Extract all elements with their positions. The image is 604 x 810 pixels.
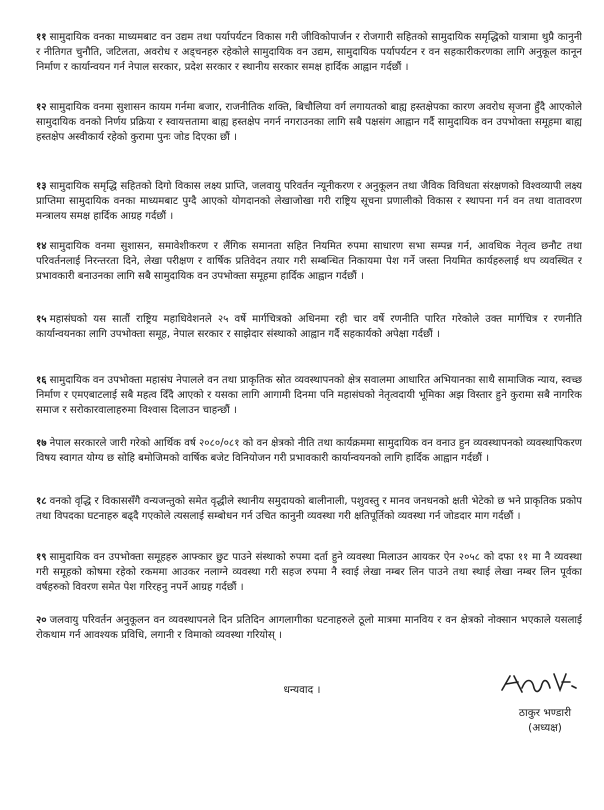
paragraph-number: १५ [36,314,47,325]
signer-block [510,706,580,736]
paragraph-number: १८ [36,496,47,507]
paragraph-19 [36,550,582,595]
handwritten-signature [496,668,582,702]
paragraph-number: १४ [36,241,47,252]
paragraph-number: २० [36,615,47,626]
signer-title: (अध्यक्ष) [528,722,562,734]
paragraph-number: १९ [36,552,47,563]
paragraph-13 [36,179,582,224]
signer-name: ठाकुर भण्डारी [518,707,572,719]
closing-thanks: धन्यवाद । [283,684,321,696]
paragraph-text: वनको वृद्धि र विकाससँगै वन्यजन्तुको समेत वृद्धीले स्थानीय समुदायको बालीनाली, पशुवस्तु र मानव जनधनको क्षती भेटेको छ भने प्राकृतिक प्रकोप तथा विपदका घटनाहरु बढ्दै गएकोले त्यसलाई सम्बोधन गर्न उचित कानुनी व्यवस्था गरी क्षतिपूर्तिको व्यवस्था गर्न जोडदार माग गर्दछौं । [36,496,582,522]
paragraph-17 [36,436,582,466]
paragraph-number: १२ [36,102,47,113]
paragraph-number: १६ [36,375,47,386]
paragraph-text: सामुदायिक वनका माध्यमबाट वन उद्यम तथा पर्यापर्यटन विकास गरी जीविकोपार्जन र रोजगारी सहितको सामुदायिक समृद्धिको यात्रामा थुप्रै कानुनी र नीतिगत चुनौति, जटिलता, अवरोध र अड्चनहरु रहेकोले सामुदायिक वन उद्यम, सामुदायिक पर्यापर्यटन र वन सहकारीकरणका लागि अनुकूल कानून निर्माण र कार्यान्वयन गर्न नेपाल सरकार, प्रदेश सरकार र स्थानीय सरकार समक्ष हार्दिक आह्वान गर्दछौं । [36,32,582,73]
paragraph-text: नेपाल सरकारले जारी गरेको आर्थिक वर्ष २०८०/०८१ को वन क्षेत्रको नीति तथा कार्यक्रममा सामुदायिक वन वनाउ हुन व्यवस्थापनको व्यवस्थापिकरण विषय स्वागत योग्य छ सोहि बमोजिमको वार्षिक बजेट विनियोजन गरी प्रभावकारी कार्यान्वयनको लागि हार्दिक आह्वान गर्दछौं । [36,438,582,464]
paragraph-number: १७ [36,438,47,449]
paragraph-16 [36,373,582,418]
paragraph-14 [36,239,582,284]
paragraph-text: सामुदायिक वनमा सुशासन कायम गर्नमा बजार, राजनीतिक शक्ति, बिचौलिया वर्ग लगायतको बाह्य हस्तक्षेपका कारण अवरोध सृजना हुँदै आएकोले सामुदायिक वनको निर्णय प्रक्रिया र स्वायत्ततामा बाह्य हस्तक्षेप नगर्न नगराउनका लागि सबै पक्षसंग आह्वान गर्दै सामुदायिक वन उपभोक्ता समूहमा बाह्य हस्तक्षेप अस्वीकार्य रहेको कुरामा पुनः जोड दिएका छौं । [36,102,582,143]
paragraph-text: सामुदायिक वनमा सुशासन, समावेशीकरण र लैंगिक समानता सहित नियमित रुपमा साधारण सभा सम्पन्न गर्न, आवधिक नेतृत्व छनौट तथा परिवर्तनलाई निरन्तरता दिने, लेखा परीक्षण र वार्षिक प्रतिवेदन तयार गरी सम्बन्धित निकायमा पेश गर्ने जस्ता नियमित कार्यहरुलाई थप व्यवस्थित र प्रभावकारी बनाउनका लागि सबै सामुदायिक वन उपभोक्ता समूहमा हार्दिक आह्वान गर्दछौं । [36,241,582,282]
paragraph-number: १३ [36,181,47,192]
paragraph-11 [36,30,582,75]
paragraph-15 [36,312,582,342]
paragraph-text: सामुदायिक समृद्धि सहितको दिगो विकास लक्ष्य प्राप्ति, जलवायु परिवर्तन न्यूनीकरण र अनुकूलन तथा जैविक विविधता संरक्षणको विश्वव्यापी लक्ष्य प्राप्तिमा सामुदायिक वनका माध्यमबाट पुग्दै आएको योगदानको लेखाजोखा गरी राष्ट्रिय सूचना प्रणालीको विकास र स्थापना गर्न वन तथा वातावरण मन्त्रालय समक्ष हार्दिक आग्रह गर्दछौं । [36,181,582,222]
paragraph-text: सामुदायिक वन उपभोक्ता महासंघ नेपालले वन तथा प्राकृतिक स्रोत व्यवस्थापनको क्षेत्र सवालमा आधारित अभियानका साथै सामाजिक न्याय, स्वच्छ निर्माण र एमएबाटलाई सबै महत्व दिँदै आएको र यसका लागि आगामी दिनमा पनि महासंघको नेतृत्वदायी भूमिका अझ विस्तार हुने कुरामा सबै नागरिक समाज र सरोकारवालाहरुमा विश्वास दिलाउन चाहन्छौं । [36,375,582,416]
paragraph-18 [36,494,582,524]
paragraph-text: सामुदायिक वन उपभोक्ता समूहहरु आफ्कार छुट पाउने संस्थाको रुपमा दर्ता हुने व्यवस्था मिलाउन आयकर ऐन २०५८ को दफा ११ मा नै व्यवस्था गरी समूहको कोषमा रहेको रकममा आउकर नलाग्ने व्यवस्था गरी सहज रुपमा नै स्वाई लेखा नम्बर लिन पाउने तथा स्थाई लेखा नम्बर लिन पूर्वका वर्षहरुको विवरण समेत पेश गरिरहनु नपर्ने आग्रह गर्दछौं । [36,552,582,593]
paragraph-20 [36,613,582,643]
paragraph-text: जलवायु परिवर्तन अनुकूलन वन व्यवस्थापनले दिन प्रतिदिन आगलागीका घटनाहरुले ठूलो मात्रमा मानविय र वन क्षेत्रको नोक्सान भएकाले यसलाई रोकथाम गर्न आवश्यक प्रविधि, लगानी र विमाको व्यवस्था गरियोस् । [36,615,582,641]
paragraph-text: महासंघको यस सातौं राष्ट्रिय महाधिवेशनले २५ वर्षे मार्गचित्रको अधिनमा रही चार वर्षे रणनीति पारित गरेकोले उक्त मार्गचित्र र रणनीति कार्यान्वयनका लागि उपभोक्ता समूह, नेपाल सरकार र साझेदार संस्थाको आह्वान गर्दै सहकार्यको अपेक्षा गर्दछौं । [36,314,582,340]
paragraph-number: ११ [36,32,47,43]
paragraph-12 [36,100,582,145]
